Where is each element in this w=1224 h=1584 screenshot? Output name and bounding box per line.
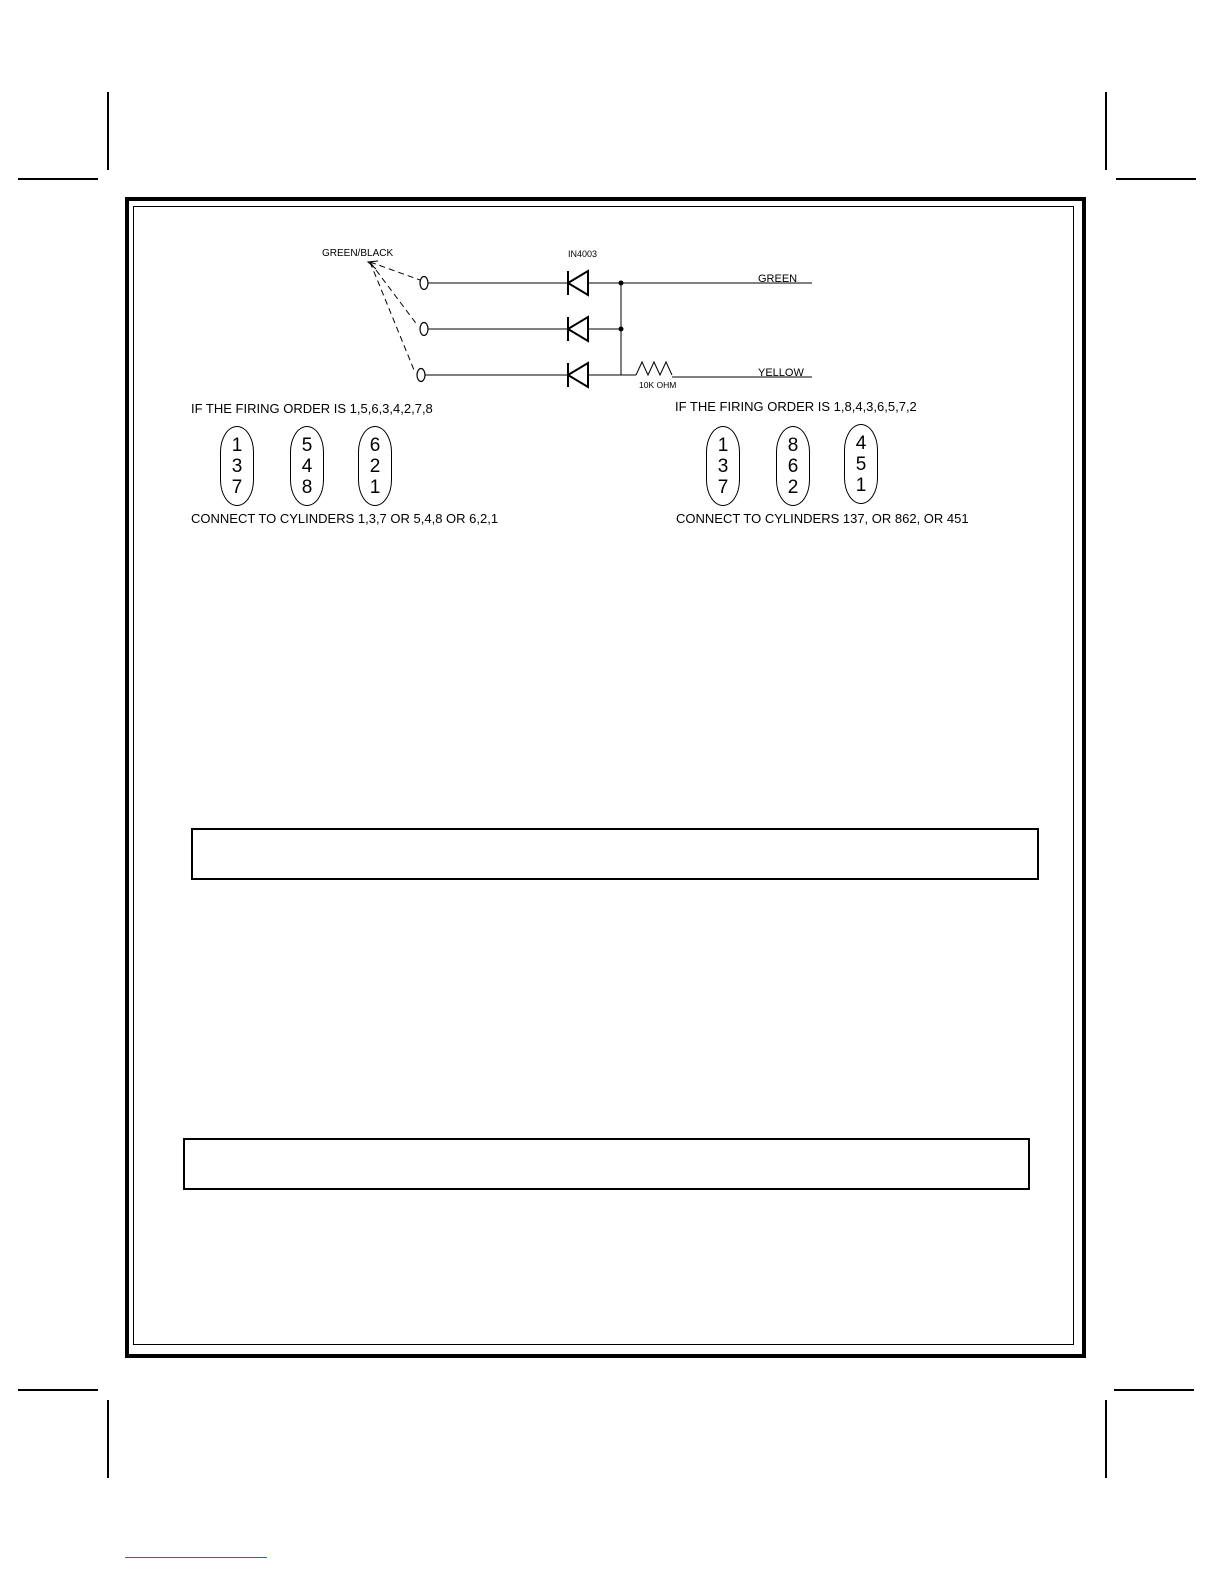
left-firing-order-heading: IF THE FIRING ORDER IS 1,5,6,3,4,2,7,8 — [191, 401, 433, 416]
green-wire-label: GREEN — [758, 273, 798, 285]
diode-label: IN4003 — [568, 249, 598, 259]
cylinder-number: 8 — [787, 435, 799, 456]
left-cylinder-group-3 — [358, 426, 392, 506]
diode-2 — [568, 317, 588, 341]
arrow-head — [368, 261, 378, 269]
left-cylinder-group-2 — [290, 426, 324, 506]
cylinder-number: 1 — [369, 477, 381, 498]
cylinder-number: 3 — [717, 456, 729, 477]
crop-mark-bottom-left-v — [107, 1400, 109, 1478]
cylinder-number: 4 — [855, 433, 867, 454]
cylinder-number: 8 — [301, 477, 313, 498]
wiring-schematic — [0, 0, 1224, 420]
diode-1 — [568, 271, 588, 295]
terminal-ring-1 — [420, 277, 428, 290]
junction-dot-2 — [619, 327, 624, 332]
cylinder-number: 2 — [787, 477, 799, 498]
link-underline[interactable] — [125, 1557, 267, 1558]
diode-3 — [568, 363, 588, 387]
cylinder-number: 3 — [231, 456, 243, 477]
green-black-label: GREEN/BLACK — [322, 248, 394, 259]
left-cylinder-group-1 — [220, 426, 254, 506]
right-cylinder-group-2 — [776, 426, 810, 506]
cylinder-number: 6 — [369, 435, 381, 456]
empty-note-box-1 — [191, 828, 1039, 880]
yellow-wire-label: YELLOW — [758, 367, 804, 379]
crop-mark-bottom-left-h — [18, 1389, 98, 1391]
cylinder-number: 5 — [301, 435, 313, 456]
right-cylinder-group-3 — [844, 424, 878, 504]
terminal-ring-2 — [420, 323, 428, 336]
cylinder-number: 1 — [717, 435, 729, 456]
terminal-ring-3 — [417, 369, 425, 382]
right-firing-order-heading: IF THE FIRING ORDER IS 1,8,4,3,6,5,7,2 — [675, 399, 917, 414]
cylinder-number: 4 — [301, 456, 313, 477]
crop-mark-bottom-right-v — [1105, 1400, 1107, 1478]
junction-dot-1 — [619, 281, 624, 286]
cylinder-number: 7 — [717, 477, 729, 498]
cylinder-number: 2 — [369, 456, 381, 477]
right-connect-instruction: CONNECT TO CYLINDERS 137, OR 862, OR 451 — [676, 511, 969, 526]
left-connect-instruction: CONNECT TO CYLINDERS 1,3,7 OR 5,4,8 OR 6,2,1 — [191, 511, 499, 526]
cylinder-number: 1 — [231, 435, 243, 456]
dashed-leaders — [370, 262, 420, 370]
cylinder-number: 6 — [787, 456, 799, 477]
resistor-label: 10K OHM — [639, 380, 677, 390]
empty-note-box-2 — [183, 1138, 1030, 1190]
cylinder-number: 5 — [855, 454, 867, 475]
resistor — [636, 362, 672, 375]
crop-mark-bottom-right-h — [1114, 1389, 1194, 1391]
right-cylinder-group-1 — [706, 426, 740, 506]
cylinder-number: 7 — [231, 477, 243, 498]
cylinder-number: 1 — [855, 475, 867, 496]
